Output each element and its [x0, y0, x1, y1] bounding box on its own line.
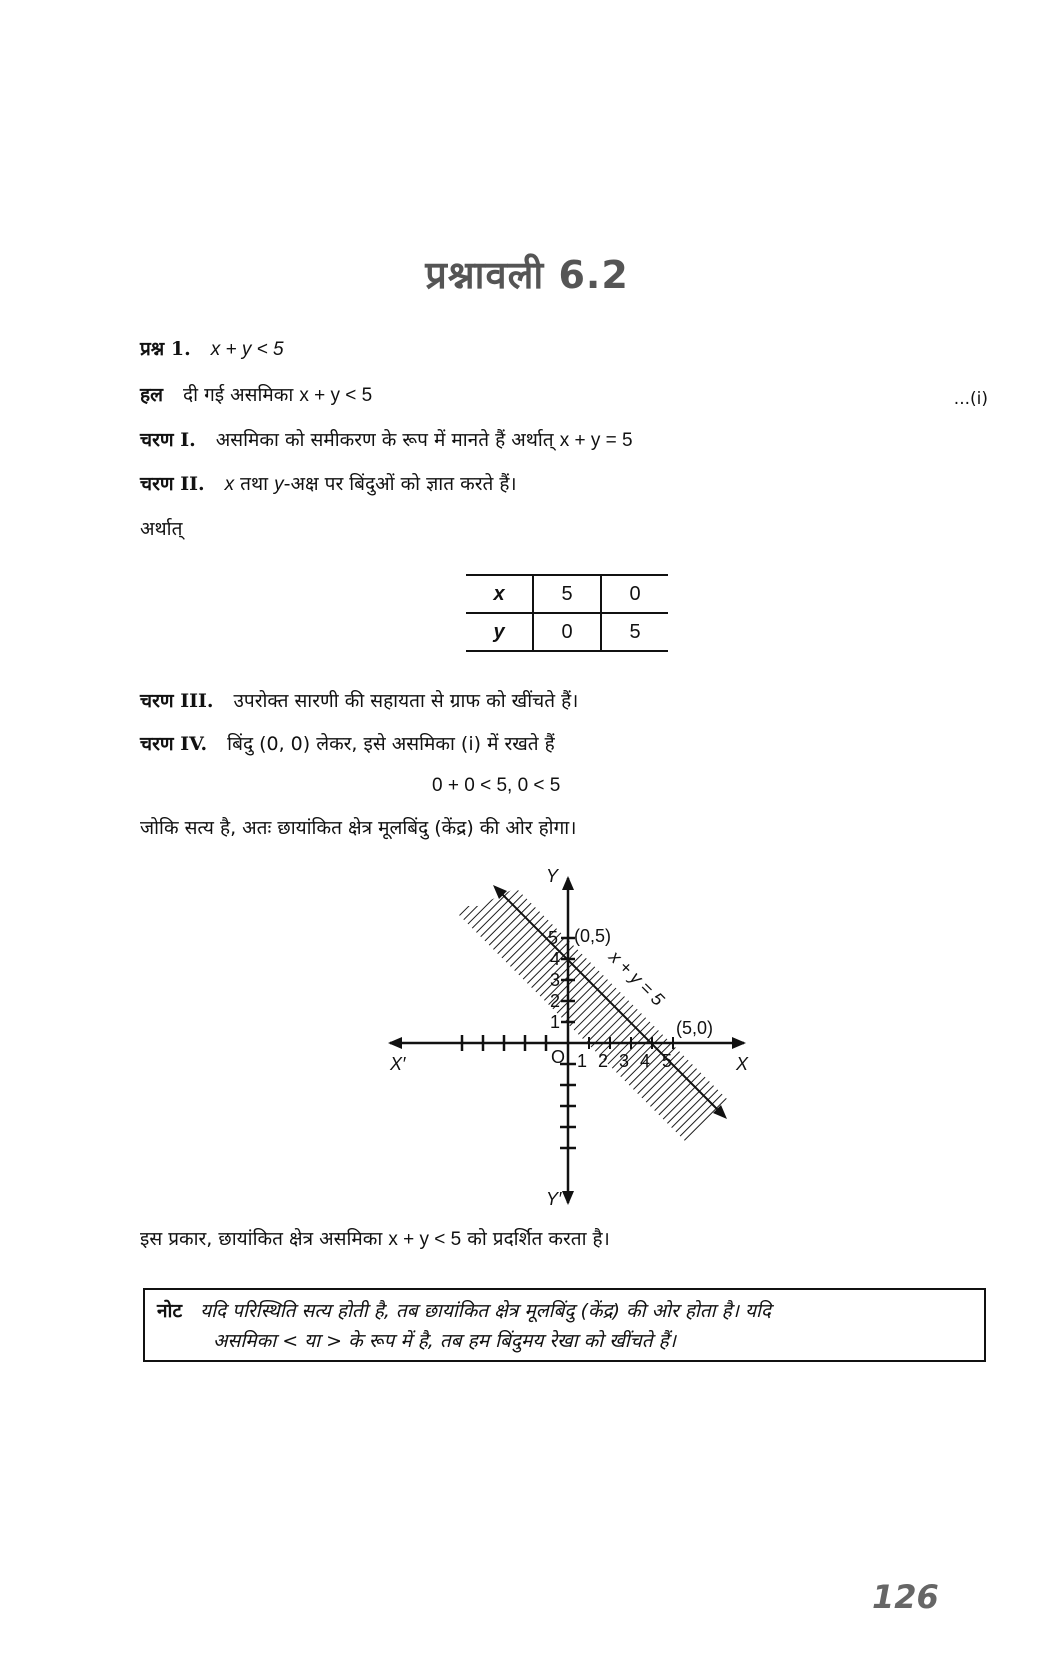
y-var: y — [274, 474, 284, 495]
question-expression: x + y < 5 — [210, 339, 284, 360]
step-text: बिंदु (0, 0) लेकर, इसे असमिका (i) में रखते हैं — [227, 733, 555, 755]
summary-suffix: को प्रदर्शित करता है। — [467, 1228, 610, 1250]
table-cell: x — [466, 575, 533, 613]
y-tick-label: 2 — [550, 991, 561, 1011]
origin-label: O — [551, 1047, 566, 1067]
step-1 — [140, 427, 633, 454]
arthat-text: अर्थात् — [140, 518, 183, 540]
summary-line — [140, 1226, 610, 1253]
solution-text: दी गई असमिका — [183, 384, 294, 406]
x-axis-label: X — [736, 1054, 749, 1074]
y-tick-label: 5 — [548, 928, 559, 948]
x-tick-label: 3 — [619, 1051, 630, 1071]
table-cell: 5 — [601, 613, 668, 651]
step-3 — [140, 688, 578, 714]
page-number: 126 — [872, 1578, 939, 1616]
table-row — [466, 613, 668, 651]
note-label: नोट — [157, 1300, 183, 1322]
line-label: x + y = 5 — [605, 946, 669, 1010]
check-conclusion: जोकि सत्य है, अतः छायांकित क्षेत्र मूलबिंदु (केंद्र) की ओर होगा। — [140, 817, 577, 839]
step-label: चरण IV. — [140, 733, 208, 755]
x-neg-arrow-icon — [388, 1037, 402, 1049]
check-expression: 0 + 0 < 5, 0 < 5 — [432, 775, 561, 796]
y-tick-label: 3 — [550, 970, 561, 990]
step-expression: x + y = 5 — [559, 430, 633, 451]
step-4 — [140, 731, 555, 757]
note-text-1: यदि परिस्थिति सत्य होती है, तब छायांकित क्षेत्र मूलबिंदु (केंद्र) की ओर होता है। यदि — [200, 1300, 771, 1322]
table-cell: y — [466, 613, 533, 651]
y-tick-label: 1 — [550, 1012, 561, 1032]
question-1 — [140, 336, 284, 363]
question-label: प्रश्न 1. — [140, 338, 191, 360]
point-label-5-0: (5,0) — [676, 1018, 714, 1038]
y-arrow-icon — [562, 876, 574, 890]
step-text-rest: -अक्ष पर बिंदुओं को ज्ञात करते हैं। — [283, 473, 517, 495]
summary-prefix: इस प्रकार, छायांकित क्षेत्र असमिका — [140, 1228, 383, 1250]
solution-line — [140, 382, 372, 409]
x-tick-label: 5 — [662, 1051, 673, 1071]
note-line-1 — [157, 1296, 972, 1326]
y-tick-label: 4 — [550, 949, 561, 969]
solution-label: हल — [140, 384, 163, 406]
x-tick-label: 1 — [577, 1051, 588, 1071]
y-neg-arrow-icon — [562, 1191, 574, 1205]
solution-expression: x + y < 5 — [299, 385, 373, 406]
y-axis-label: Y — [546, 866, 559, 886]
table-cell: 5 — [533, 575, 601, 613]
x-tick-label: 2 — [598, 1051, 609, 1071]
x-neg-axis-label: X′ — [390, 1054, 406, 1074]
step-label: चरण II. — [140, 473, 205, 495]
step-text: तथा — [240, 473, 269, 495]
point-label-0-5: (0,5) — [574, 926, 612, 946]
note-line-2 — [157, 1326, 972, 1356]
step-2 — [140, 471, 517, 498]
x-tick-label: 4 — [640, 1051, 651, 1071]
step-text: असमिका को समीकरण के रूप में मानते हैं अर्थात् — [215, 429, 554, 451]
points-table — [466, 574, 668, 652]
table-row — [466, 575, 668, 613]
step-label: चरण I. — [140, 429, 196, 451]
table-cell: 0 — [601, 575, 668, 613]
summary-expression: x + y < 5 — [388, 1229, 462, 1250]
step-label: चरण III. — [140, 690, 214, 712]
table-cell: 0 — [533, 613, 601, 651]
y-neg-axis-label: Y′ — [546, 1189, 562, 1209]
note-box — [143, 1288, 986, 1362]
x-var: x — [224, 474, 235, 495]
equation-reference: ...(i) — [953, 389, 988, 409]
page-title: प्रश्नावली 6.2 — [425, 253, 629, 297]
x-arrow-icon — [732, 1037, 746, 1049]
boundary-line — [498, 890, 720, 1112]
inequality-graph — [370, 860, 760, 1210]
step-text: उपरोक्त सारणी की सहायता से ग्राफ को खींचते हैं। — [233, 690, 579, 712]
note-text-2: असमिका < या > के रूप में है, तब हम बिंदुमय रेखा को खींचते हैं। — [213, 1330, 676, 1352]
